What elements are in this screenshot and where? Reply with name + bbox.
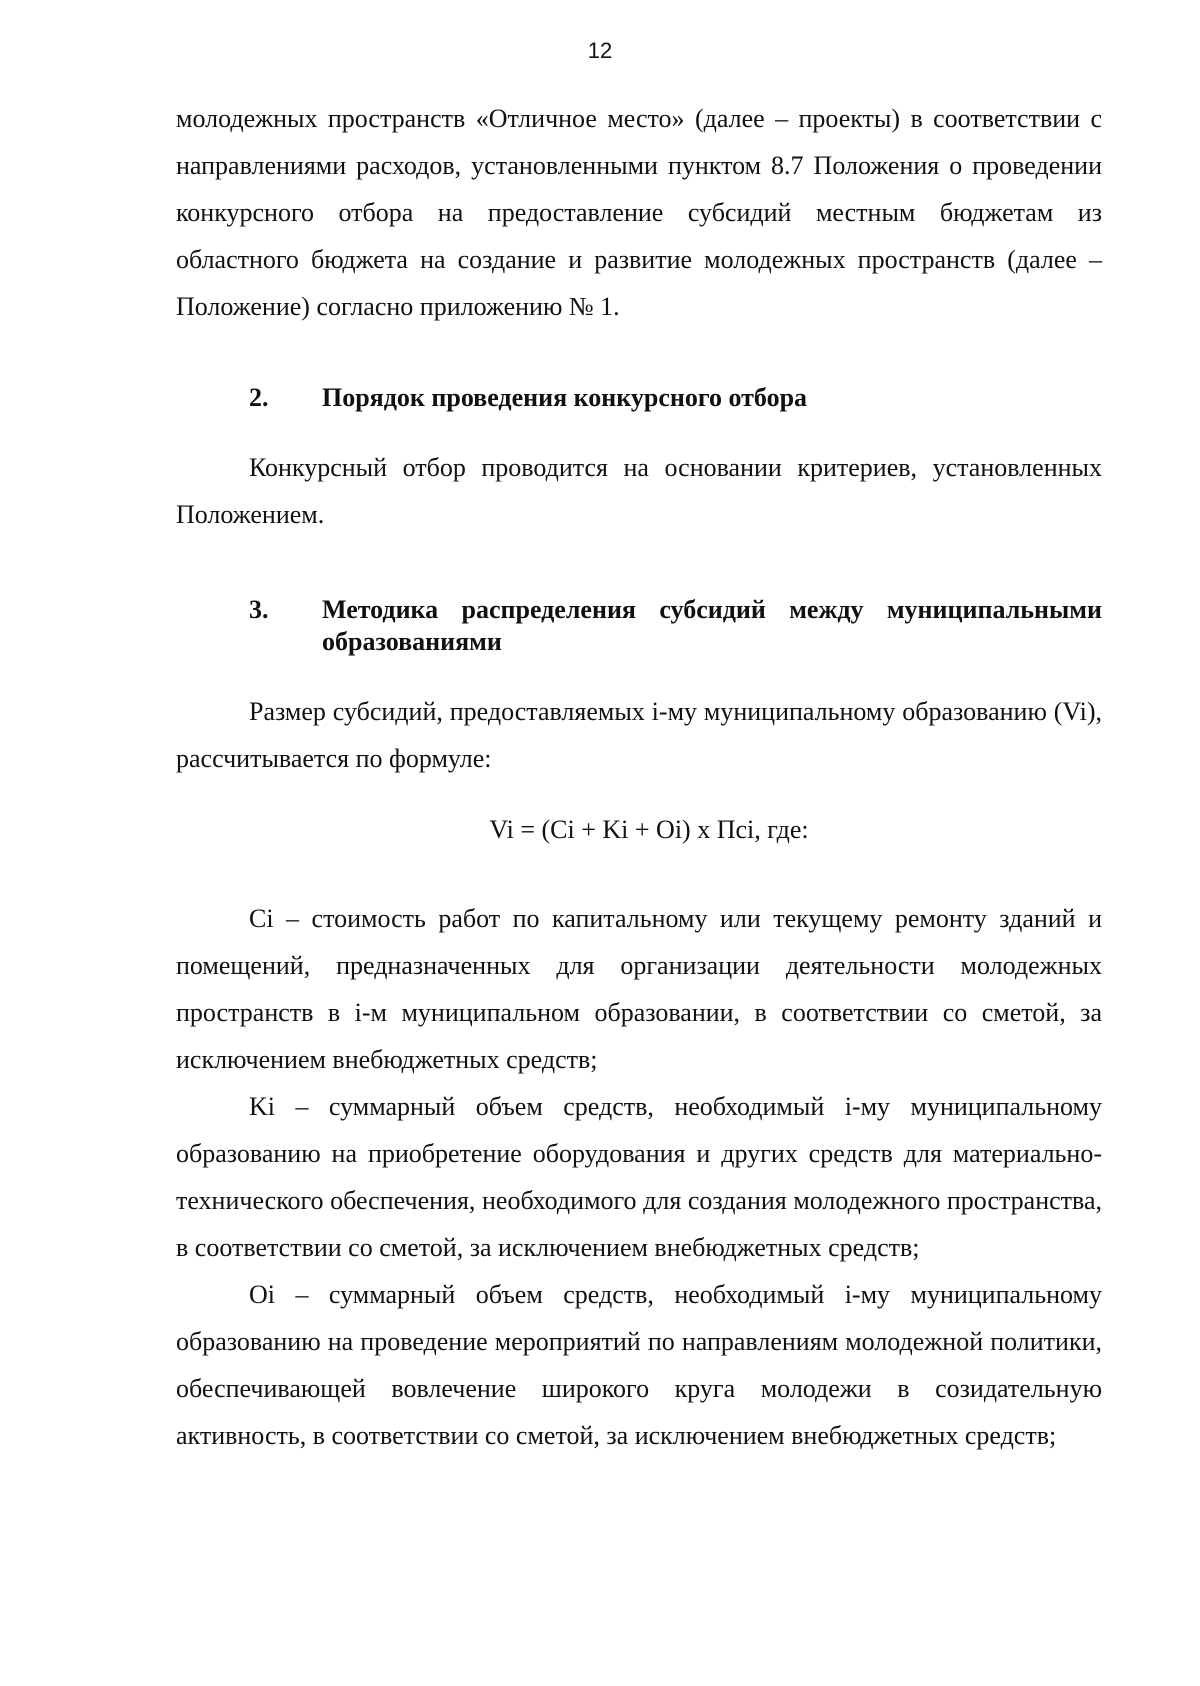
definition-ki: Ki – суммарный объем средств, необходимый i-му муниципальному образованию на приобретение оборудования и других средств для материально-технического обеспечения, необходимого для создания молодежного пространства, в соответствии со сметой, за исключением внебюджетных средств; <box>176 1092 1102 1262</box>
definition-ci: Ci – стоимость работ по капитальному или текущему ремонту зданий и помещений, предназначенных для организации деятельности молодежных пространств в i-м муниципальном образовании, в соответствии со сметой, за исключением внебюджетных средств; <box>176 904 1102 1074</box>
section-3-number: 3. <box>249 595 269 624</box>
page-content <box>176 95 1102 1459</box>
page-number: 12 <box>587 38 613 63</box>
section-3-title: Методика распределения субсидий между муниципальными образованиями <box>322 595 1102 656</box>
section-2-paragraph: Конкурсный отбор проводится на основании критериев, установленных Положением. <box>176 453 1102 529</box>
section-2-number: 2. <box>249 383 269 412</box>
section-3-intro-paragraph: Размер субсидий, предоставляемых i-му муниципальному образованию (Vi), рассчитывается по формуле: <box>176 697 1102 773</box>
subsidy-formula: Vi = (Ci + Ki + Oi) x Пci, где: <box>489 815 809 844</box>
section-3-heading <box>176 594 1102 658</box>
definition-oi: Oi – суммарный объем средств, необходимый i-му муниципальному образованию на проведение мероприятий по направлениям молодежной политики, обеспечивающей вовлечение широкого круга молодежи в созидательную активность, в соответствии со сметой, за исключением внебюджетных средств; <box>176 1280 1102 1450</box>
section-2-heading <box>176 382 1102 414</box>
section-2-title: Порядок проведения конкурсного отбора <box>322 383 808 412</box>
intro-paragraph: молодежных пространств «Отличное место» (далее – проекты) в соответствии с направлениями расходов, установленными пунктом 8.7 Положения о проведении конкурсного отбора на предоставление субсидий местным бюджетам из областного бюджета на создание и развитие молодежных пространств (далее – Положение) согласно приложению № 1. <box>176 104 1102 321</box>
